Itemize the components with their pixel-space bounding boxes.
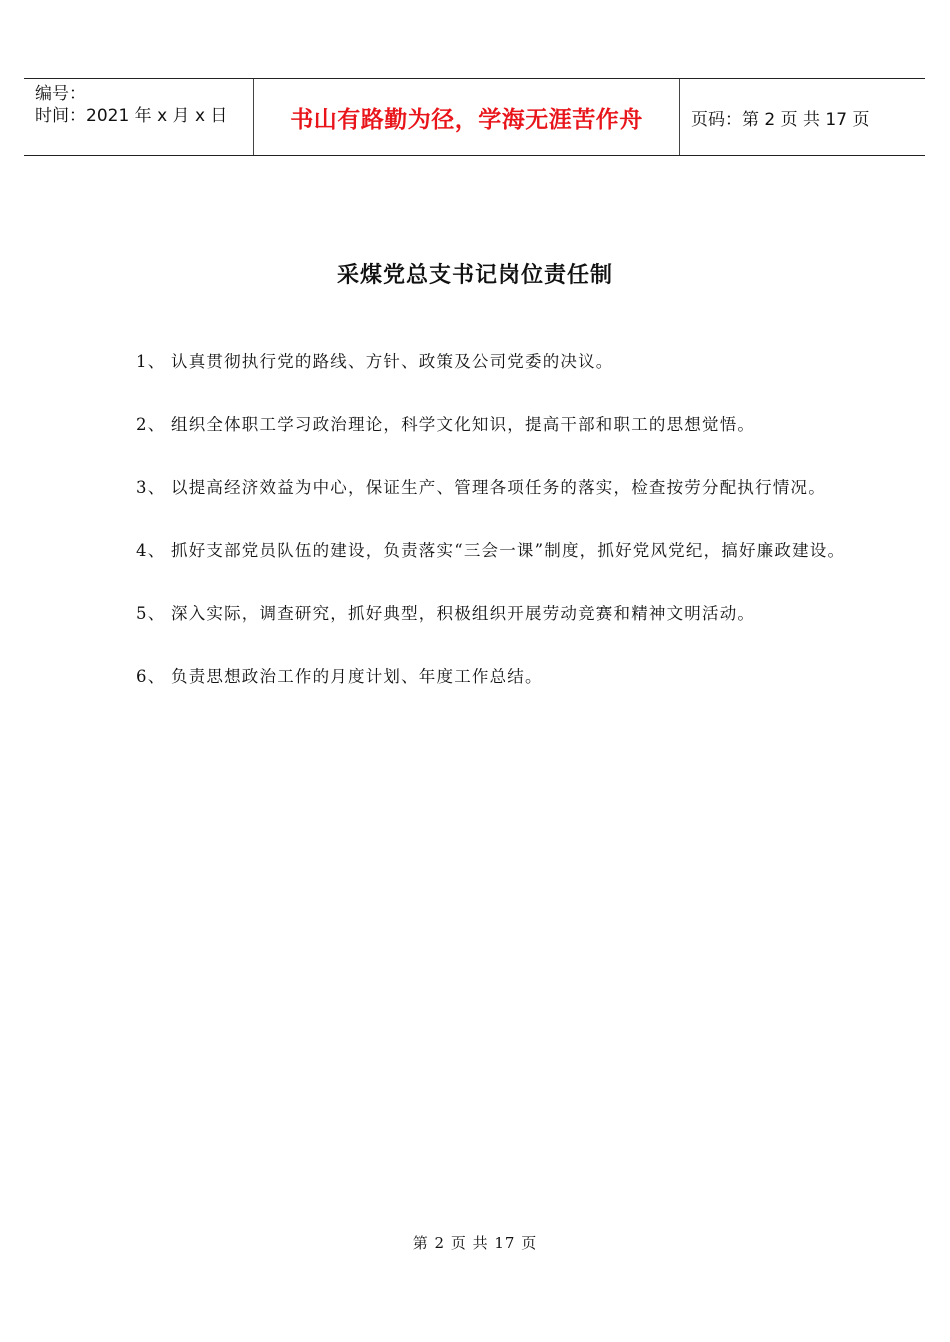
item-number: 4、 xyxy=(136,541,166,560)
item-text: 抓好支部党员队伍的建设，负责落实“三会一课”制度，抓好党风党纪，搞好廉政建设。 xyxy=(171,541,846,560)
list-item xyxy=(136,330,856,393)
list-item xyxy=(136,456,856,519)
page-header xyxy=(24,78,925,156)
list-item xyxy=(136,519,856,582)
duty-list xyxy=(136,330,856,708)
item-number: 6、 xyxy=(136,667,166,686)
list-item xyxy=(136,393,856,456)
item-text: 认真贯彻执行党的路线、方针、政策及公司党委的决议。 xyxy=(171,352,614,371)
item-text: 负责思想政治工作的月度计划、年度工作总结。 xyxy=(171,667,543,686)
header-motto: 书山有路勤为径，学海无涯苦作舟 xyxy=(254,79,680,155)
item-number: 3、 xyxy=(136,478,166,497)
header-meta xyxy=(24,79,254,155)
document-title: 采煤党总支书记岗位责任制 xyxy=(336,262,613,288)
list-item xyxy=(136,582,856,645)
header-page-info: 页码：第 2 页 共 17 页 xyxy=(691,109,870,130)
item-number: 2、 xyxy=(136,415,166,434)
item-text: 以提高经济效益为中心，保证生产、管理各项任务的落实，检查按劳分配执行情况。 xyxy=(171,478,826,497)
item-number: 5、 xyxy=(136,604,166,623)
time-label: 时间：2021 年 x 月 x 日 xyxy=(35,106,228,126)
page-footer: 第 2 页 共 17 页 xyxy=(412,1234,538,1252)
code-label: 编号： xyxy=(35,84,86,104)
item-text: 组织全体职工学习政治理论，科学文化知识，提高干部和职工的思想觉悟。 xyxy=(171,415,756,434)
item-text: 深入实际，调查研究，抓好典型，积极组织开展劳动竞赛和精神文明活动。 xyxy=(171,604,756,623)
item-number: 1、 xyxy=(136,352,166,371)
list-item xyxy=(136,645,856,708)
